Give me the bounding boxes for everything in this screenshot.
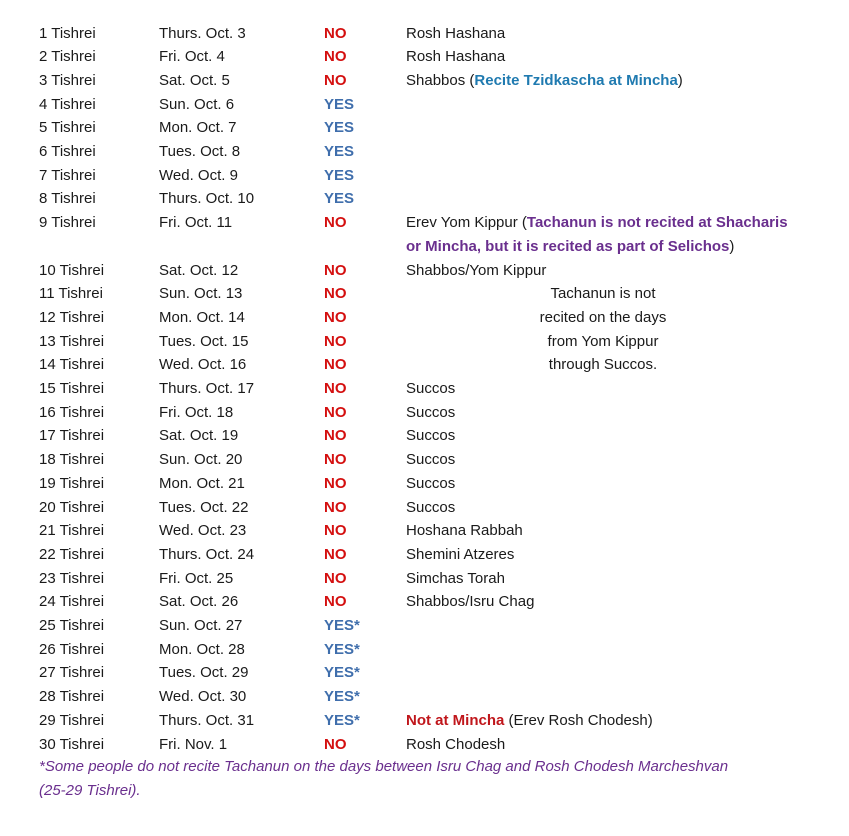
gregorian-date: Sun. Oct. 13	[159, 285, 243, 303]
day-note: Succos	[406, 403, 456, 421]
tachanun-status: NO	[324, 356, 347, 374]
table-row	[0, 22, 849, 46]
hebrew-date: 14 Tishrei	[39, 356, 105, 374]
table-row	[0, 638, 849, 662]
table-row	[0, 709, 849, 733]
hebrew-date: 24 Tishrei	[39, 593, 105, 611]
table-row	[0, 519, 849, 543]
tachanun-status: YES*	[324, 711, 360, 729]
gregorian-date: Sun. Oct. 27	[159, 617, 243, 634]
tachanun-status: NO	[324, 498, 347, 516]
table-row	[0, 93, 849, 117]
table-row	[0, 733, 849, 757]
table-row	[0, 259, 849, 283]
tachanun-status: YES*	[324, 688, 360, 706]
gregorian-date: Mon. Oct. 14	[159, 308, 245, 326]
gregorian-date: Tues. Oct. 29	[159, 664, 249, 682]
gregorian-date: Sun. Oct. 6	[159, 95, 235, 113]
day-note: Succos	[406, 474, 456, 492]
table-row	[0, 353, 849, 377]
table-row	[0, 424, 849, 448]
hebrew-date: 30 Tishrei	[39, 735, 105, 753]
tachanun-status: NO	[324, 403, 347, 421]
day-note-text: Erev Yom Kippur (	[406, 214, 527, 232]
gregorian-date: Sun. Oct. 20	[159, 451, 243, 469]
gregorian-date: Thurs. Oct. 3	[159, 24, 246, 42]
hebrew-date: 4 Tishrei	[39, 95, 96, 113]
day-note: Succos	[406, 427, 456, 445]
tachanun-status: YES*	[324, 640, 360, 658]
tachanun-status: NO	[324, 332, 347, 350]
day-note: Hoshana Rabbah	[406, 522, 523, 540]
table-row	[0, 116, 849, 140]
gregorian-date: Thurs. Oct. 17	[159, 380, 255, 397]
tachanun-status: NO	[324, 214, 347, 232]
footnote-line-2: (25-29 Tishrei).	[39, 782, 141, 799]
tachanun-status: NO	[324, 545, 347, 563]
day-note: Rosh Chodesh	[406, 735, 506, 753]
table-row	[0, 187, 849, 211]
gregorian-date: Fri. Oct. 11	[159, 214, 233, 232]
gregorian-date: Thurs. Oct. 31	[159, 711, 255, 729]
day-note: Succos	[406, 498, 456, 516]
tachanun-status: NO	[324, 380, 347, 397]
tachanun-status: YES	[324, 143, 355, 160]
gregorian-date: Fri. Oct. 4	[159, 48, 225, 66]
day-note-text: (Erev Rosh Chodesh)	[504, 711, 653, 729]
tachanun-status: NO	[324, 569, 347, 587]
tachanun-status: NO	[324, 735, 347, 753]
day-note	[406, 211, 788, 235]
hebrew-date: 25 Tishrei	[39, 617, 105, 634]
day-note	[406, 709, 653, 733]
table-row	[0, 282, 849, 306]
gregorian-date: Mon. Oct. 7	[159, 119, 237, 137]
gregorian-date: Tues. Oct. 22	[159, 498, 249, 516]
gregorian-date: Wed. Oct. 23	[159, 522, 247, 540]
gregorian-date: Tues. Oct. 8	[159, 143, 241, 160]
table-row	[0, 448, 849, 472]
day-note: Succos	[406, 380, 456, 397]
hebrew-date: 23 Tishrei	[39, 569, 105, 587]
tachanun-status: NO	[324, 261, 347, 279]
gregorian-date: Fri. Nov. 1	[159, 735, 228, 753]
day-note: Rosh Hashana	[406, 48, 506, 66]
day-note-emphasis: Recite Tzidkascha at Mincha	[474, 71, 678, 89]
tachanun-status: YES	[324, 166, 355, 184]
tachanun-status: NO	[324, 522, 347, 540]
hebrew-date: 17 Tishrei	[39, 427, 105, 445]
gregorian-date: Wed. Oct. 16	[159, 356, 247, 374]
day-note: Simchas Torah	[406, 569, 505, 587]
gregorian-date: Sat. Oct. 5	[159, 71, 230, 89]
table-row	[0, 614, 849, 638]
day-note: Shemini Atzeres	[406, 545, 515, 563]
table-row	[0, 164, 849, 188]
tachanun-status: NO	[324, 48, 347, 66]
hebrew-date: 9 Tishrei	[39, 214, 96, 232]
day-note: Rosh Hashana	[406, 24, 506, 42]
hebrew-date: 29 Tishrei	[39, 711, 105, 729]
footnote-line-1: *Some people do not recite Tachanun on the days between Isru Chag and Rosh Chodesh Marcheshvan	[39, 758, 729, 775]
tachanun-status: YES	[324, 95, 355, 113]
table-row	[0, 496, 849, 520]
hebrew-date: 13 Tishrei	[39, 332, 105, 350]
day-note: Tachanun is not	[550, 285, 656, 303]
hebrew-date: 26 Tishrei	[39, 640, 105, 658]
day-note: Shabbos/Isru Chag	[406, 593, 535, 611]
tachanun-status: YES	[324, 119, 355, 137]
tachanun-status: NO	[324, 427, 347, 445]
gregorian-date: Thurs. Oct. 24	[159, 545, 255, 563]
hebrew-date: 15 Tishrei	[39, 380, 105, 397]
tachanun-status: YES*	[324, 664, 360, 682]
hebrew-date: 11 Tishrei	[39, 285, 103, 303]
tachanun-status: NO	[324, 474, 347, 492]
gregorian-date: Wed. Oct. 9	[159, 166, 238, 184]
gregorian-date: Tues. Oct. 15	[159, 332, 249, 350]
day-note-continued	[406, 235, 734, 259]
hebrew-date: 19 Tishrei	[39, 474, 105, 492]
tachanun-status: YES*	[324, 617, 360, 634]
hebrew-date: 27 Tishrei	[39, 664, 105, 682]
table-row	[0, 69, 849, 93]
hebrew-date: 28 Tishrei	[39, 688, 105, 706]
hebrew-date: 22 Tishrei	[39, 545, 105, 563]
gregorian-date: Thurs. Oct. 10	[159, 190, 255, 208]
hebrew-date: 10 Tishrei	[39, 261, 105, 279]
gregorian-date: Fri. Oct. 25	[159, 569, 234, 587]
day-note-text: )	[677, 71, 683, 89]
day-note	[406, 69, 683, 93]
gregorian-date: Sat. Oct. 26	[159, 593, 239, 611]
tachanun-status: NO	[324, 308, 347, 326]
table-row	[0, 140, 849, 164]
tachanun-status: NO	[324, 285, 347, 303]
gregorian-date: Mon. Oct. 21	[159, 474, 245, 492]
gregorian-date: Sat. Oct. 12	[159, 261, 239, 279]
tachanun-status: NO	[324, 451, 347, 469]
table-row	[0, 306, 849, 330]
table-row	[0, 567, 849, 591]
day-note: through Succos.	[548, 356, 658, 374]
table-row	[0, 661, 849, 685]
gregorian-date: Sat. Oct. 19	[159, 427, 239, 445]
day-note: Succos	[406, 451, 456, 469]
hebrew-date: 21 Tishrei	[39, 522, 105, 540]
gregorian-date: Fri. Oct. 18	[159, 403, 234, 421]
hebrew-date: 7 Tishrei	[39, 166, 96, 184]
hebrew-date: 1 Tishrei	[39, 24, 96, 42]
table-row	[0, 211, 849, 255]
day-note: Shabbos/Yom Kippur	[406, 261, 547, 279]
gregorian-date: Wed. Oct. 30	[159, 688, 247, 706]
footnote	[39, 755, 829, 803]
table-row	[0, 401, 849, 425]
day-note-emphasis: or Mincha, but it is recited as part of Selichos	[406, 237, 730, 255]
day-note-emphasis: Not at Mincha	[406, 711, 505, 729]
tachanun-status: NO	[324, 71, 347, 89]
hebrew-date: 12 Tishrei	[39, 308, 105, 326]
day-note: from Yom Kippur	[547, 332, 659, 350]
tachanun-status: YES	[324, 190, 355, 208]
day-note-text: Shabbos (	[406, 71, 475, 89]
gregorian-date: Mon. Oct. 28	[159, 640, 245, 658]
tachanun-status: NO	[324, 593, 347, 611]
table-row	[0, 45, 849, 69]
table-row	[0, 590, 849, 614]
hebrew-date: 16 Tishrei	[39, 403, 105, 421]
table-row	[0, 543, 849, 567]
hebrew-date: 8 Tishrei	[39, 190, 96, 208]
day-note: recited on the days	[539, 308, 667, 326]
table-row	[0, 377, 849, 401]
day-note-text: )	[729, 237, 735, 255]
hebrew-date: 2 Tishrei	[39, 48, 96, 66]
hebrew-date: 5 Tishrei	[39, 119, 96, 137]
table-row	[0, 330, 849, 354]
hebrew-date: 20 Tishrei	[39, 498, 105, 516]
tachanun-status: NO	[324, 24, 347, 42]
hebrew-date: 3 Tishrei	[39, 71, 96, 89]
table-row	[0, 685, 849, 709]
table-row	[0, 472, 849, 496]
hebrew-date: 18 Tishrei	[39, 451, 105, 469]
day-note-emphasis: Tachanun is not recited at Shacharis	[526, 214, 788, 232]
hebrew-date: 6 Tishrei	[39, 143, 96, 160]
